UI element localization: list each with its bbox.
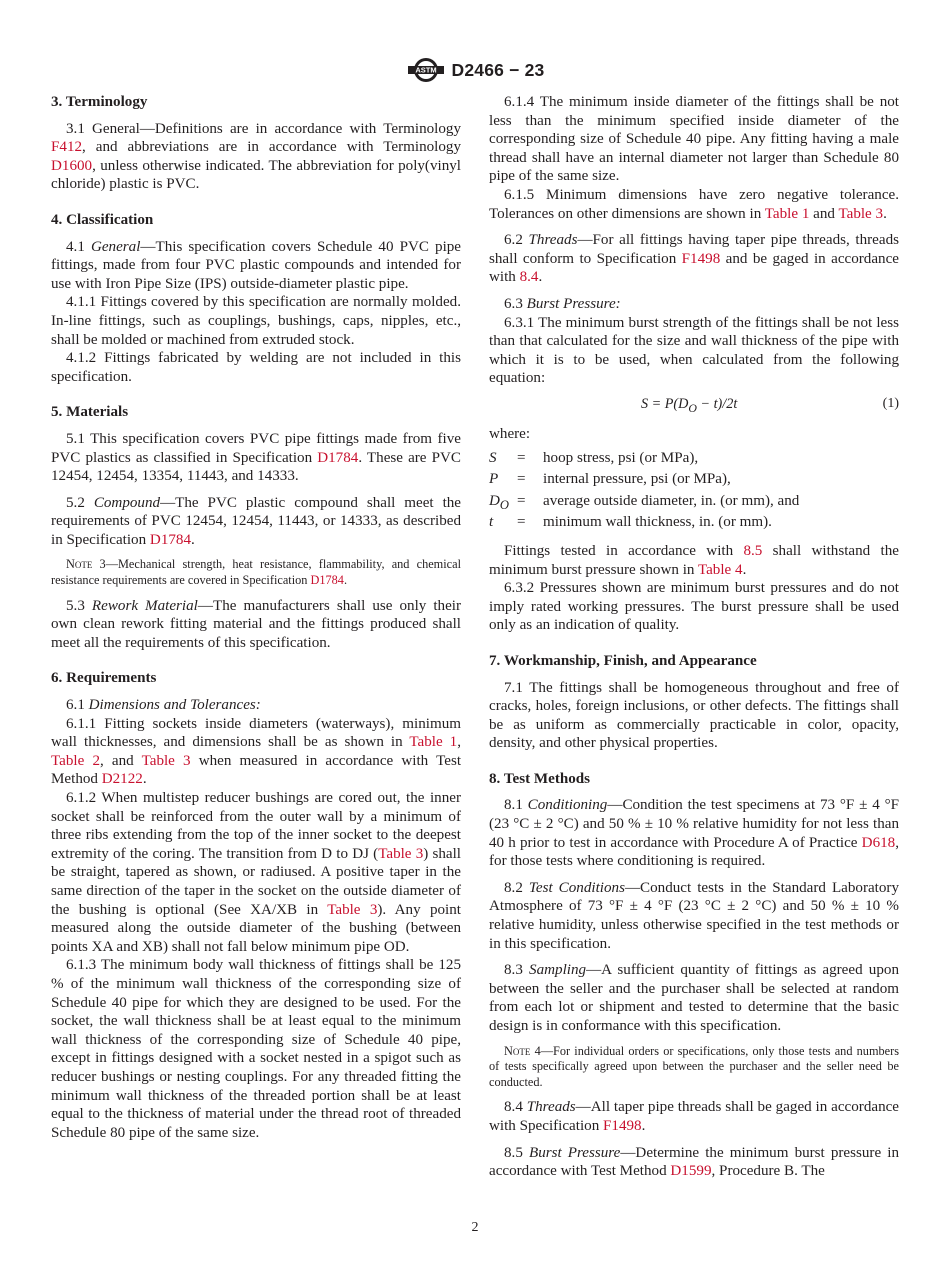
ref-d1784-link[interactable]: D1784: [149, 531, 192, 548]
section-8-heading: 8. Test Methods: [489, 770, 591, 787]
paragraph-6-1-2: 6.1.2 When multistep reducer bushings are cored out, the inner socket shall be reinforced from the outer wall by a minimum of three ribs extending from the top of the inner socket to the deepest extremity of the coring. The transition from D to DJ (Table 3) shall be straight, tapered as shown, or radiused. A positive taper in the same direction of the taper in the socket on the outside diameter of the bushing is optional (See XA/XB in Table 3). Any point measured along the outside diameter of the bushing (between points XA and XB) shall not fall below minimum pipe OD.: [51, 790, 462, 955]
right-column: [489, 93, 899, 1181]
note-3: Note 3—Mechanical strength, heat resistance, flammability, and chemical resistance requirements are covered in Specification D1784.: [51, 557, 461, 588]
variable-row: S = hoop stress, psi (or MPa),: [489, 449, 699, 466]
ref-table-1-link[interactable]: Table 1: [409, 734, 458, 751]
variable-row: $D_O$ = average outside diameter, in. (or mm), and: [489, 492, 800, 512]
paragraph-8-1: 8.1 Conditioning—Condition the test specimens at 73 °F ± 4 °F (23 °C ± 2 °C) and 50 % ± 10 % relative humidity for not less than 40 h prior to test in accordance with Procedure A of Practice D618, for those tests where conditioning is required.: [489, 797, 899, 870]
ref-8-4-link[interactable]: 8.4: [519, 269, 539, 286]
left-column: [51, 93, 461, 1142]
section-5-heading: 5. Materials: [51, 404, 129, 421]
paragraph-8-5: 8.5 Burst Pressure—Determine the minimum burst pressure in accordance with Test Method D1599, Procedure B. The: [489, 1144, 899, 1180]
astm-logo-icon: [406, 56, 446, 84]
where-label: where:: [489, 425, 531, 442]
ref-table-2-link[interactable]: Table 2: [51, 752, 100, 769]
equation-expression: $S = P(D_O - t)/2t$: [641, 395, 738, 415]
ref-f1498-link[interactable]: F1498: [603, 1117, 642, 1134]
paragraph-6-3: 6.3 Burst Pressure:: [504, 295, 621, 312]
equation-number: (1): [882, 395, 899, 411]
paragraph-6-1-5: 6.1.5 Minimum dimensions have zero negative tolerance. Tolerances on other dimensions are shown in Table 1 and Table 3.: [489, 186, 899, 222]
equation-1: [489, 391, 899, 421]
paragraph-4-1-2: 4.1.2 Fittings fabricated by welding are not included in this specification.: [51, 350, 461, 385]
ref-table-3-link[interactable]: Table 3: [327, 901, 378, 918]
paragraph-4-1-1: 4.1.1 Fittings covered by this specification are normally molded. In-line fittings, such as couplings, bushings, caps, nipples, etc., shall be molded or machined from extruded stock.: [51, 294, 461, 348]
paragraph-6-3-2: 6.3.2 Pressures shown are minimum burst pressures and do not imply rated working pressures. The burst pressure shall be used only as an indication of quality.: [489, 580, 899, 634]
ref-table-3-link[interactable]: Table 3: [838, 205, 884, 222]
section-4-heading: 4. Classification: [51, 211, 154, 228]
paragraph-8-2: 8.2 Test Conditions—Conduct tests in the Standard Laboratory Atmosphere of 73 °F ± 4 °F (23 °C ± 2 °C) and 50 % ± 10 % relative humidity, unless otherwise specified in the test methods or in this specification.: [489, 879, 899, 952]
note-4: Note 4—For individual orders or specifications, only those tests and numbers of tests specifically agreed upon between the purchaser and the seller need be conducted.: [489, 1043, 899, 1089]
ref-table-1-link[interactable]: Table 1: [764, 205, 810, 222]
page-header: [0, 56, 950, 84]
variable-row: t = minimum wall thickness, in. (or mm).: [489, 514, 772, 531]
ref-table-3-link[interactable]: Table 3: [378, 845, 424, 862]
page-number: 2: [471, 1220, 479, 1235]
paragraph-5-1: 5.1 This specification covers PVC pipe fittings made from five PVC plastics as classified in Specification D1784. These are PVC 12454, 12454, 13354, 11443, and 14333.: [51, 430, 461, 485]
paragraph-8-4: 8.4 Threads—All taper pipe threads shall be gaged in accordance with Specification F1498.: [489, 1099, 900, 1134]
paragraph-6-1-1: 6.1.1 Fitting sockets inside diameters (waterways), minimum wall thicknesses, and dimensions shall be as shown in Table 1, Table 2, and Table 3 when measured in accordance with Test Method D2122.: [51, 715, 462, 788]
paragraph-5-2: 5.2 Compound—The PVC plastic compound shall meet the requirements of PVC 12454, 12454, 11443, or 14333, as described in Specification D1784.: [51, 494, 462, 548]
svg-text:ASTM: ASTM: [414, 65, 437, 75]
paragraph-burst-tested: Fittings tested in accordance with 8.5 shall withstand the minimum burst pressure shown in Table 4.: [489, 542, 899, 578]
paragraph-6-3-1: 6.3.1 The minimum burst strength of the fittings shall be not less than that calculated for the size and wall thickness of the pipe with which it is to be used, when calculated from the following equation:: [489, 314, 899, 387]
ref-d1784-link[interactable]: D1784: [317, 449, 359, 466]
paragraph-7-1: 7.1 The fittings shall be homogeneous throughout and free of cracks, holes, foreign inclusions, or other defects. The fittings shall be as uniform as commercially practicable in color, opacity, density, and other physical properties.: [489, 679, 899, 752]
ref-d1784-link[interactable]: D1784: [310, 573, 344, 588]
ref-d1599-link[interactable]: D1599: [670, 1163, 712, 1180]
paragraph-3-1: 3.1 General—Definitions are in accordance with Terminology F412, and abbreviations are in accordance with Terminology D1600, unless otherwise indicated. The abbreviation for poly(vinyl chloride) plastic is PVC.: [51, 120, 461, 193]
ref-f1498-link[interactable]: F1498: [681, 250, 721, 267]
paragraph-6-1: 6.1 Dimensions and Tolerances:: [66, 697, 261, 714]
section-7-heading: 7. Workmanship, Finish, and Appearance: [489, 652, 757, 669]
paragraph-4-1: 4.1 General—This specification covers Schedule 40 PVC pipe fittings, made from four PVC plastic compounds and intended for use with Iron Pipe Size (IPS) outside-diameter plastic pipe.: [51, 238, 462, 292]
variable-row: P = internal pressure, psi (or MPa),: [489, 471, 731, 488]
document-code: D2466 − 23: [451, 59, 545, 80]
paragraph-8-3: 8.3 Sampling—A sufficient quantity of fittings as agreed upon between the seller and the purchaser shall be selected at random from each lot or shipment and tested to determine that the basic design is in conformance with this specification.: [489, 962, 899, 1034]
ref-table-4-link[interactable]: Table 4: [697, 561, 743, 578]
paragraph-6-2: 6.2 Threads—For all fittings having taper pipe threads, threads shall conform to Specification F1498 and be gaged in accordance with 8.4.: [489, 232, 900, 286]
ref-f412-link[interactable]: F412: [51, 139, 83, 156]
ref-table-3-link[interactable]: Table 3: [141, 752, 191, 769]
paragraph-6-1-3: 6.1.3 The minimum body wall thickness of fittings shall be 125 % of the minimum wall thickness of the corresponding size of Schedule 40 pipe for which they are designed to be used. For the socket, the wall thickness shall be at least equal to the minimum wall thickness of the corresponding size of Schedule 40 pipe, except in fittings designed with a socket nested in a spigot such as reducer bushings or nesting couplings. For any threaded fitting the minimum wall thickness of the threaded portion shall be at least equal to the thickness of material under the thread root of threaded Schedule 80 pipe of the same size.: [51, 957, 461, 1141]
ref-8-5-link[interactable]: 8.5: [743, 542, 763, 559]
ref-d1600-link[interactable]: D1600: [51, 157, 93, 174]
paragraph-6-1-4: 6.1.4 The minimum inside diameter of the fittings shall be not less than the minimum specified inside diameter of the corresponding size of Schedule 40 pipe. Any fitting having a male thread shall have an internal diameter not larger than Schedule 80 pipe of the same size.: [489, 94, 899, 185]
ref-d2122-link[interactable]: D2122: [101, 771, 143, 788]
section-3-heading: 3. Terminology: [51, 94, 148, 110]
variable-definitions: [489, 450, 899, 536]
ref-d618-link[interactable]: D618: [861, 834, 896, 851]
section-6-heading: 6. Requirements: [51, 670, 157, 687]
paragraph-5-3: 5.3 Rework Material—The manufacturers shall use only their own clean rework fitting material and the fittings produced shall meet all the requirements of this specification.: [51, 597, 462, 651]
